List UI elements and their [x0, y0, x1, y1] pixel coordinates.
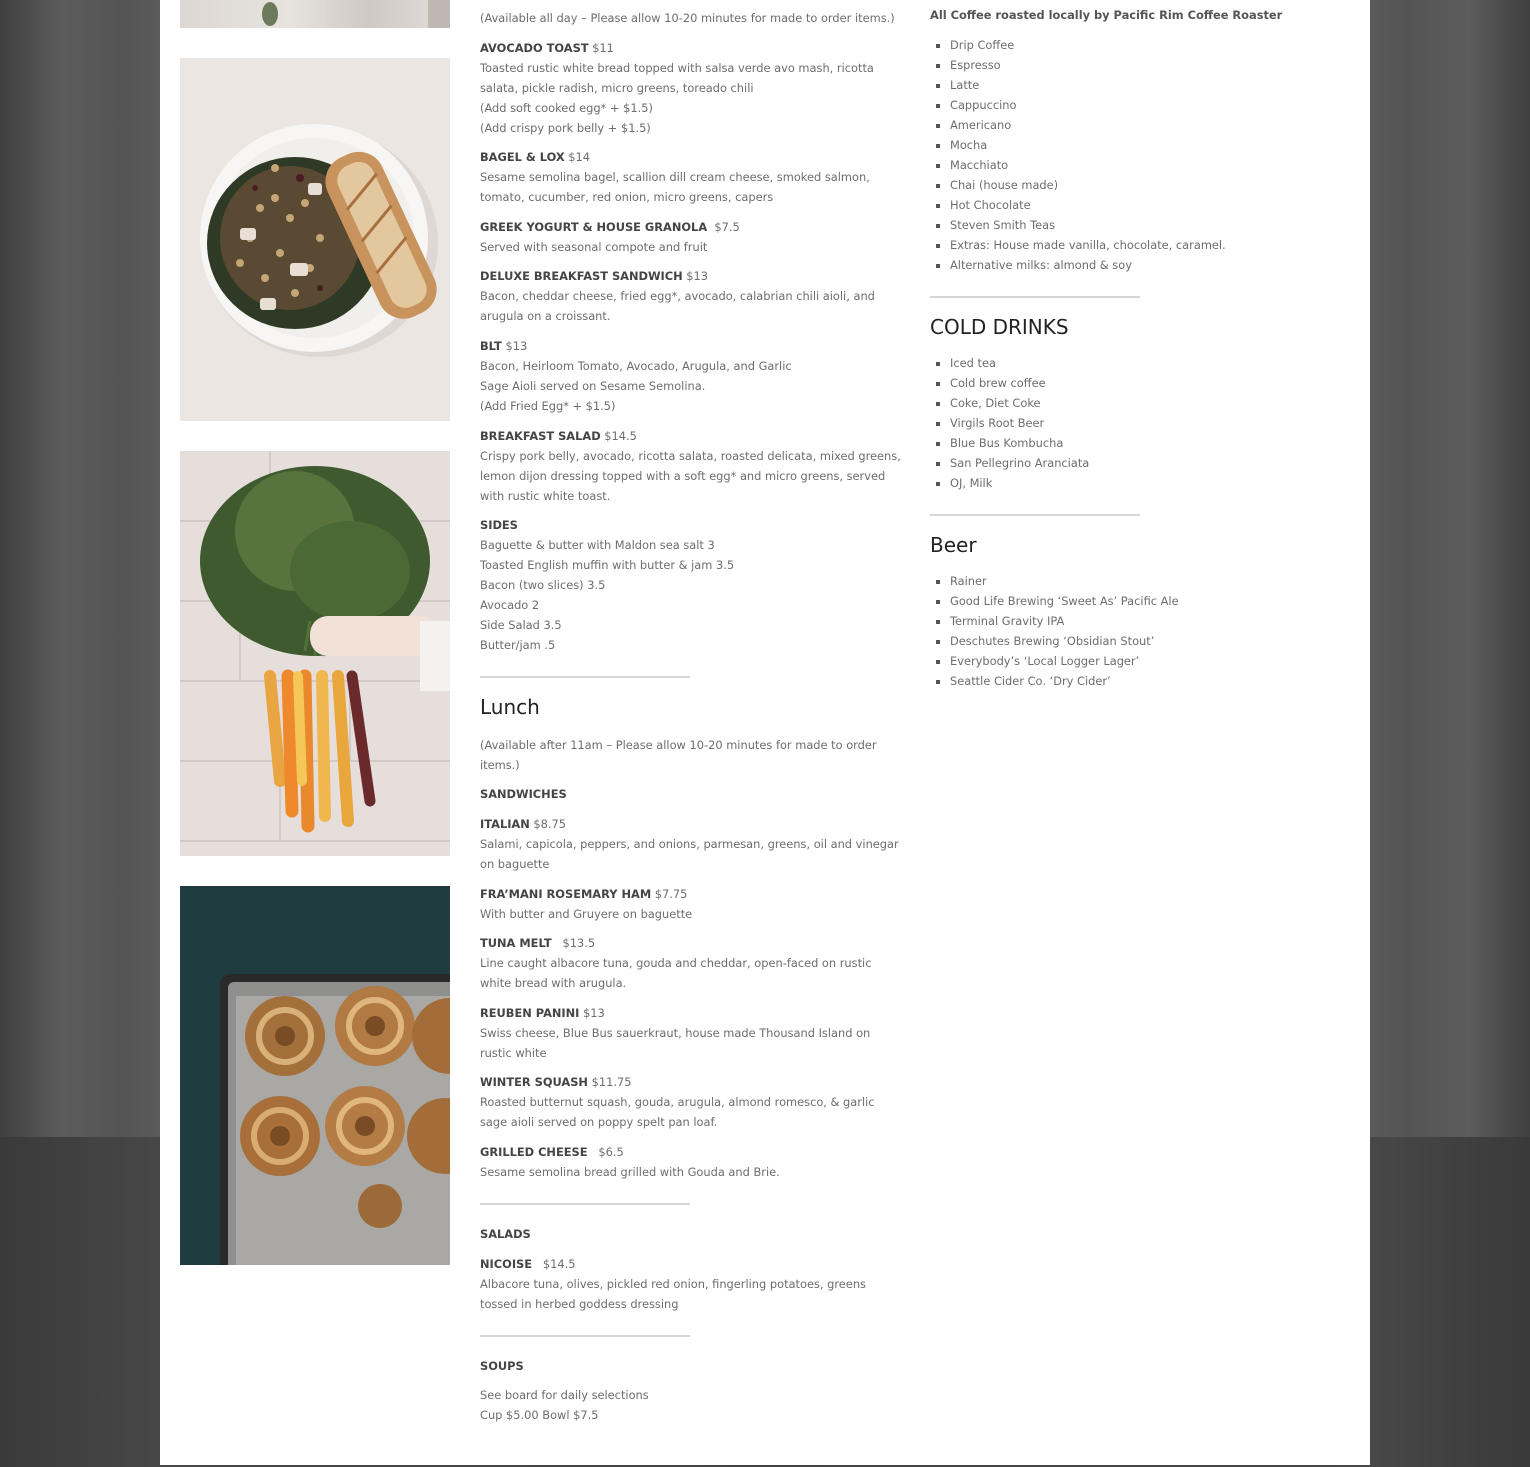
salads-heading: SALADS: [480, 1227, 531, 1241]
list-item: ▪ Americano: [950, 115, 1226, 135]
menu-item-description: on baguette: [480, 857, 550, 871]
menu-item-title: BAGEL & LOX $14: [480, 150, 591, 164]
list-item: ▪ Good Life Brewing ‘Sweet As’ Pacific Ale: [950, 591, 1179, 611]
side-item: Butter/jam .5: [480, 638, 556, 652]
list-item: ▪ Seattle Cider Co. ‘Dry Cider’: [950, 671, 1179, 691]
menu-item-description: Roasted butternut squash, gouda, arugula, almond romesco, & garlic: [480, 1095, 875, 1109]
coffee-list: [930, 35, 1226, 275]
menu-item-description: (Add Fried Egg* + $1.5): [480, 399, 616, 413]
menu-item-description: Crispy pork belly, avocado, ricotta salata, roasted delicata, mixed greens,: [480, 449, 901, 463]
menu-item-title: GREEK YOGURT & HOUSE GRANOLA $7.5: [480, 220, 740, 234]
menu-item-description: Bacon, cheddar cheese, fried egg*, avocado, calabrian chili aioli, and: [480, 289, 875, 303]
list-item: ▪ OJ, Milk: [950, 473, 1089, 493]
menu-item-title: WINTER SQUASH $11.75: [480, 1075, 632, 1089]
menu-item-description: tossed in herbed goddess dressing: [480, 1297, 679, 1311]
menu-item-description: Swiss cheese, Blue Bus sauerkraut, house made Thousand Island on: [480, 1026, 871, 1040]
menu-item-title: GRILLED CHEESE $6.5: [480, 1145, 624, 1159]
side-item: Side Salad 3.5: [480, 618, 562, 632]
list-item: ▪ Latte: [950, 75, 1226, 95]
list-item: ▪ Everybody’s ‘Local Logger Lager’: [950, 651, 1179, 671]
menu-item-title: BLT $13: [480, 339, 528, 353]
list-item: ▪ Alternative milks: almond & soy: [950, 255, 1226, 275]
divider: [480, 1335, 690, 1337]
soup-info: Cup $5.00 Bowl $7.5: [480, 1408, 599, 1422]
list-item: ▪ Iced tea: [950, 353, 1089, 373]
beer-title: Beer: [930, 533, 977, 557]
menu-page: [160, 0, 1370, 1465]
sandwiches-heading: SANDWICHES: [480, 787, 567, 801]
menu-item-description: Albacore tuna, olives, pickled red onion, fingerling potatoes, greens: [480, 1277, 866, 1291]
menu-item-description: Sage Aioli served on Sesame Semolina.: [480, 379, 706, 393]
menu-item-title: BREAKFAST SALAD $14.5: [480, 429, 637, 443]
lunch-availability: (Available after 11am – Please allow 10-20 minutes for made to order: [480, 738, 877, 752]
menu-item-description: Sesame semolina bagel, scallion dill cream cheese, smoked salmon,: [480, 170, 870, 184]
menu-item-description: arugula on a croissant.: [480, 309, 611, 323]
menu-item-description: Bacon, Heirloom Tomato, Avocado, Arugula, and Garlic: [480, 359, 792, 373]
side-item: Baguette & butter with Maldon sea salt 3: [480, 538, 715, 552]
menu-item-description: With butter and Gruyere on baguette: [480, 907, 693, 921]
sides-heading: SIDES: [480, 518, 518, 532]
menu-item-title: REUBEN PANINI $13: [480, 1006, 605, 1020]
menu-item-description: (Add crispy pork belly + $1.5): [480, 121, 651, 135]
list-item: ▪ Hot Chocolate: [950, 195, 1226, 215]
menu-item-title: NICOISE $14.5: [480, 1257, 576, 1271]
menu-item-description: (Add soft cooked egg* + $1.5): [480, 101, 653, 115]
lunch-title: Lunch: [480, 695, 540, 719]
list-item: ▪ Rainer: [950, 571, 1179, 591]
pastries-photo: [180, 886, 450, 1265]
list-item: ▪ Macchiato: [950, 155, 1226, 175]
divider: [480, 676, 690, 678]
menu-item-description: Salami, capicola, peppers, and onions, parmesan, greens, oil and vinegar: [480, 837, 899, 851]
list-item: ▪ Blue Bus Kombucha: [950, 433, 1089, 453]
soups-heading: SOUPS: [480, 1359, 524, 1373]
divider: [930, 296, 1140, 298]
menu-item-description: rustic white: [480, 1046, 547, 1060]
beer-list: [930, 571, 1179, 691]
cold-drinks-list: [930, 353, 1089, 493]
list-item: ▪ Chai (house made): [950, 175, 1226, 195]
list-item: ▪ Virgils Root Beer: [950, 413, 1089, 433]
list-item: ▪ San Pellegrino Aranciata: [950, 453, 1089, 473]
menu-item-description: Toasted rustic white bread topped with salsa verde avo mash, ricotta: [480, 61, 874, 75]
side-item: Avocado 2: [480, 598, 540, 612]
carrots-photo: [180, 451, 450, 856]
lunch-availability: items.): [480, 758, 520, 772]
side-item: Toasted English muffin with butter & jam 3.5: [480, 558, 735, 572]
list-item: ▪ Steven Smith Teas: [950, 215, 1226, 235]
menu-item-title: DELUXE BREAKFAST SANDWICH $13: [480, 269, 709, 283]
list-item: ▪ Espresso: [950, 55, 1226, 75]
list-item: ▪ Extras: House made vanilla, chocolate, caramel.: [950, 235, 1226, 255]
list-item: ▪ Terminal Gravity IPA: [950, 611, 1179, 631]
menu-item-description: Line caught albacore tuna, gouda and cheddar, open-faced on rustic: [480, 956, 872, 970]
menu-item-description: Served with seasonal compote and fruit: [480, 240, 708, 254]
menu-item-description: white bread with arugula.: [480, 976, 627, 990]
menu-item-description: salata, pickle radish, micro greens, toreado chili: [480, 81, 754, 95]
menu-item-description: sage aioli served on poppy spelt pan loaf.: [480, 1115, 718, 1129]
menu-item-title: ITALIAN $8.75: [480, 817, 567, 831]
menu-item-title: FRA’MANI ROSEMARY HAM $7.75: [480, 887, 688, 901]
soup-info: See board for daily selections: [480, 1388, 649, 1402]
list-item: ▪ Cappuccino: [950, 95, 1226, 115]
menu-item-description: lemon dijon dressing topped with a soft egg* and micro greens, served: [480, 469, 886, 483]
side-item: Bacon (two slices) 3.5: [480, 578, 606, 592]
menu-item-title: AVOCADO TOAST $11: [480, 41, 614, 55]
cold-drinks-title: COLD DRINKS: [930, 315, 1069, 339]
list-item: ▪ Cold brew coffee: [950, 373, 1089, 393]
list-item: ▪ Deschutes Brewing ‘Obsidian Stout’: [950, 631, 1179, 651]
coffee-note: All Coffee roasted locally by Pacific Rim Coffee Roaster: [930, 8, 1283, 22]
menu-item-description: Sesame semolina bread grilled with Gouda and Brie.: [480, 1165, 780, 1179]
divider: [480, 1203, 690, 1205]
menu-item-title: TUNA MELT $13.5: [480, 936, 596, 950]
menu-item-description: with rustic white toast.: [480, 489, 611, 503]
divider: [930, 514, 1140, 516]
list-item: ▪ Mocha: [950, 135, 1226, 155]
list-item: ▪ Coke, Diet Coke: [950, 393, 1089, 413]
menu-item-description: tomato, cucumber, red onion, micro greens, capers: [480, 190, 774, 204]
list-item: ▪ Drip Coffee: [950, 35, 1226, 55]
food-photo-top: [180, 0, 450, 28]
salad-bowl-photo: [180, 58, 450, 421]
breakfast-availability: (Available all day – Please allow 10-20 minutes for made to order items.): [480, 11, 895, 25]
